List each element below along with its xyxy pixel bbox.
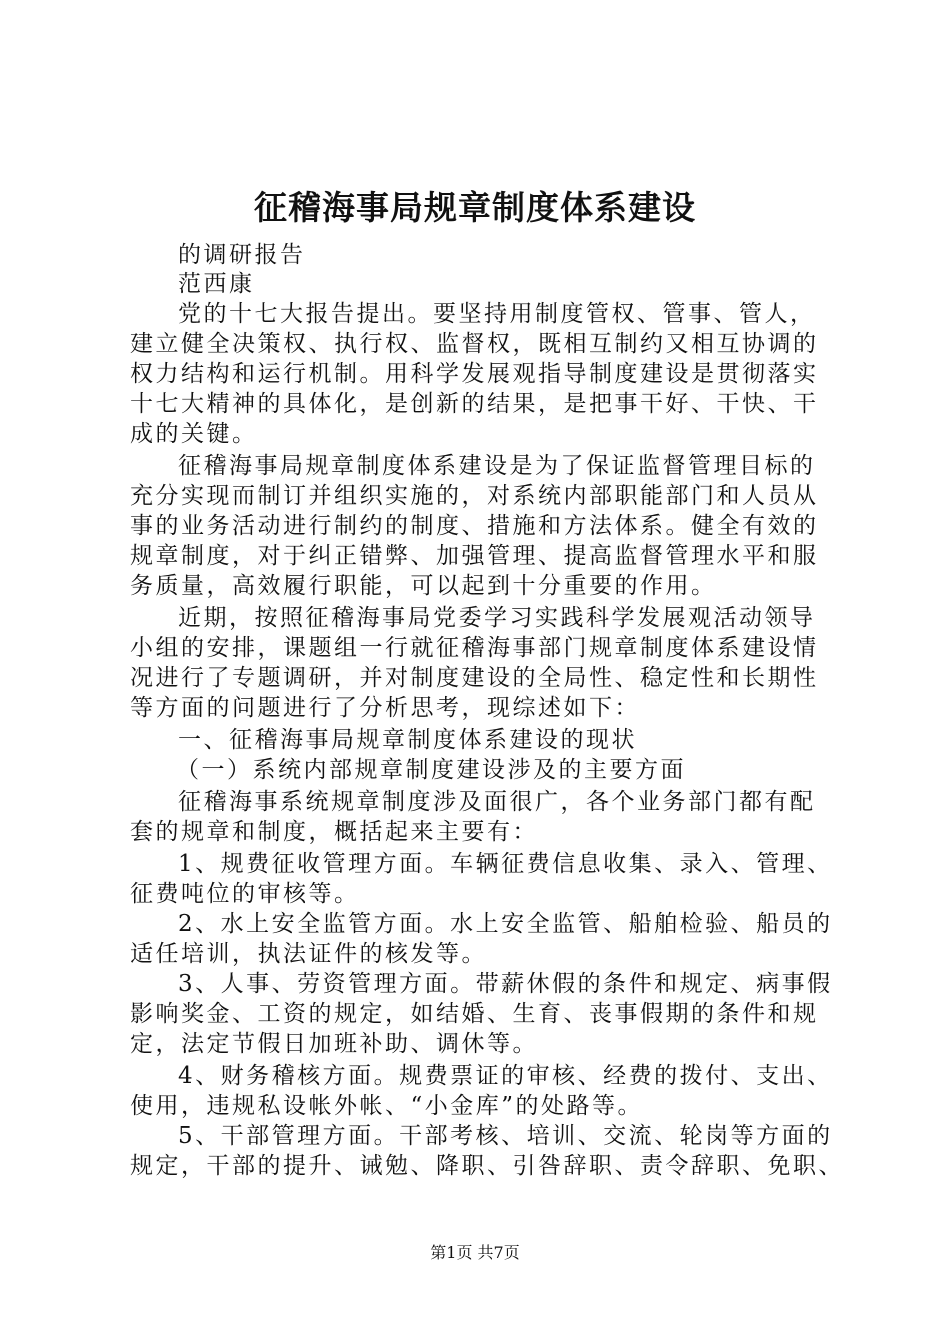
- body-line: 征费吨位的审核等。: [130, 881, 360, 907]
- body-line: 套的规章和制度，概括起来主要有：: [130, 819, 538, 845]
- body-line: 权力结构和运行机制。用科学发展观指导制度建设是贯彻落实: [130, 361, 819, 387]
- body-line: 十七大精神的具体化，是创新的结果，是把事干好、干快、干: [130, 391, 819, 417]
- list-item: 2、水上安全监管方面。水上安全监管、船舶检验、船员的: [178, 911, 833, 937]
- body-line: 定，法定节假日加班补助、调休等。: [130, 1031, 538, 1057]
- body-line: 征稽海事系统规章制度涉及面很广，各个业务部门都有配: [178, 789, 816, 815]
- document-title: 征稽海事局规章制度体系建设: [254, 188, 696, 227]
- body-line: 成的关键。: [130, 421, 258, 447]
- body-line: 使用，违规私设帐外帐、“小金库”的处路等。: [130, 1093, 644, 1119]
- body-line: 规定，干部的提升、诫勉、降职、引咎辞职、责令辞职、免职、: [130, 1153, 844, 1179]
- body-line: 小组的安排，课题组一行就征稽海事部门规章制度体系建设情: [130, 635, 819, 661]
- page-number-footer: 第1页 共7页: [430, 1243, 520, 1262]
- body-line: 征稽海事局规章制度体系建设是为了保证监督管理目标的: [178, 453, 816, 479]
- body-line: 等方面的问题进行了分析思考，现综述如下：: [130, 695, 640, 721]
- body-line: 近期，按照征稽海事局党委学习实践科学发展观活动领导: [178, 605, 816, 631]
- body-line: 充分实现而制订并组织实施的，对系统内部职能部门和人员从: [130, 483, 819, 509]
- section-heading: 一、征稽海事局规章制度体系建设的现状: [178, 727, 637, 753]
- list-item: 5、干部管理方面。干部考核、培训、交流、轮岗等方面的: [178, 1123, 833, 1149]
- body-line: 适任培训，执法证件的核发等。: [130, 941, 487, 967]
- list-item: 4、财务稽核方面。规费票证的审核、经费的拨付、支出、: [178, 1063, 833, 1089]
- author-line: 范西康: [178, 271, 255, 297]
- body-line: 况进行了专题调研，并对制度建设的全局性、稳定性和长期性: [130, 665, 819, 691]
- list-item: 3、人事、劳资管理方面。带薪休假的条件和规定、病事假: [178, 971, 833, 997]
- subsection-heading: （一）系统内部规章制度建设涉及的主要方面: [176, 757, 686, 783]
- body-line: 党的十七大报告提出。要坚持用制度管权、管事、管人，: [178, 301, 816, 327]
- body-line: 规章制度，对于纠正错弊、加强管理、提高监督管理水平和服: [130, 543, 819, 569]
- body-line: 建立健全决策权、执行权、监督权，既相互制约又相互协调的: [130, 331, 819, 357]
- body-line: 务质量，高效履行职能，可以起到十分重要的作用。: [130, 573, 717, 599]
- body-line: 的调研报告: [178, 242, 306, 268]
- body-line: 影响奖金、工资的规定，如结婚、生育、丧事假期的条件和规: [130, 1001, 819, 1027]
- body-line: 事的业务活动进行制约的制度、措施和方法体系。健全有效的: [130, 513, 819, 539]
- list-item: 1、规费征收管理方面。车辆征费信息收集、录入、管理、: [178, 851, 833, 877]
